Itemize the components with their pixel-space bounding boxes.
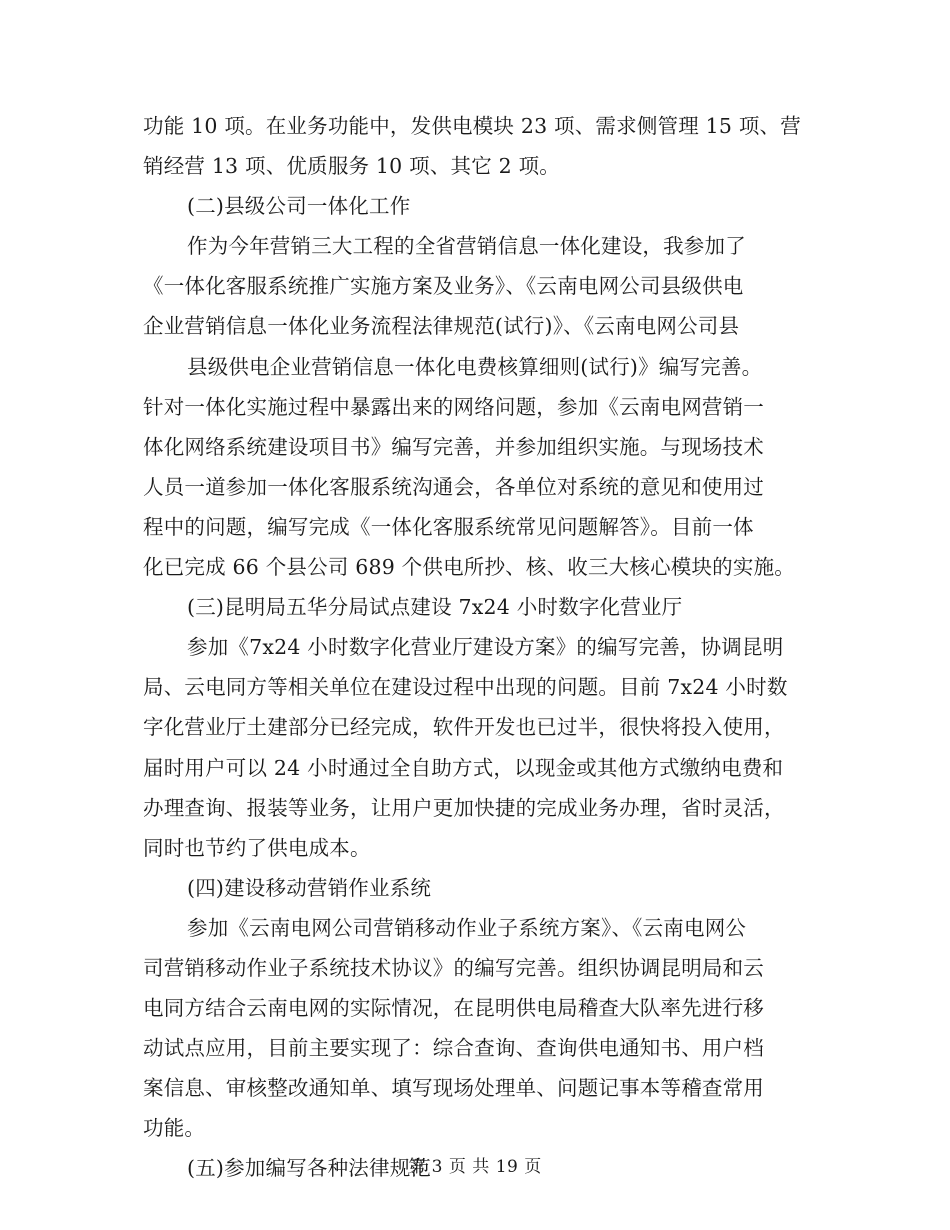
text-line: 办理查询、报装等业务，让用户更加快捷的完成业务办理，省时灵活， bbox=[143, 795, 785, 820]
text-line: 动试点应用，目前主要实现了：综合查询、查询供电通知书、用户档 bbox=[143, 1036, 764, 1061]
text-line: 企业营销信息一体化业务流程法律规范(试行)》、《云南电网公司县 bbox=[143, 314, 740, 339]
text-line: 司营销移动作业子系统技术协议》的编写完善。组织协调昆明局和云 bbox=[143, 955, 764, 980]
text-line: 针对一体化实施过程中暴露出来的网络问题，参加《云南电网营销一 bbox=[143, 394, 764, 419]
text-line: 程中的问题，编写完成《一体化客服系统常见问题解答》。目前一体 bbox=[143, 514, 754, 539]
text-line: 局、云电同方等相关单位在建设过程中出现的问题。目前 7x24 小时数 bbox=[143, 675, 788, 700]
text-line: 功能 10 项。在业务功能中，发供电模块 23 项、需求侧管理 15 项、营 bbox=[143, 114, 801, 138]
body-text bbox=[143, 106, 811, 1189]
text-line: 功能。 bbox=[143, 1116, 206, 1141]
section-heading: (四)建设移动营销作业系统 bbox=[187, 875, 432, 900]
text-line: 同时也节约了供电成本。 bbox=[143, 835, 371, 860]
text-line: 《一体化客服系统推广实施方案及业务》、《云南电网公司县级供电 bbox=[143, 274, 744, 299]
section-heading: (二)县级公司一体化工作 bbox=[187, 194, 411, 219]
text-line: 字化营业厅土建部分已经完成，软件开发也已过半，很快将投入使用， bbox=[143, 715, 785, 740]
section-heading: (五)参加编写各种法律规范 bbox=[187, 1156, 432, 1181]
text-line: 销经营 13 项、优质服务 10 项、其它 2 项。 bbox=[143, 154, 561, 179]
text-line: 化已完成 66 个县公司 689 个供电所抄、核、收三大核心模块的实施。 bbox=[143, 555, 795, 580]
text-line: 电同方结合云南电网的实际情况，在昆明供电局稽查大队率先进行移 bbox=[143, 996, 764, 1021]
text-line: 作为今年营销三大工程的全省营销信息一体化建设，我参加了 bbox=[187, 234, 746, 259]
text-line: 人员一道参加一体化客服系统沟通会，各单位对系统的意见和使用过 bbox=[143, 474, 764, 499]
text-line: 参加《云南电网公司营销移动作业子系统方案》、《云南电网公 bbox=[187, 915, 747, 940]
text-line: 届时用户可以 24 小时通过全自助方式，以现金或其他方式缴纳电费和 bbox=[143, 755, 784, 780]
page-footer: 第 3 页 共 19 页 bbox=[408, 1157, 542, 1177]
section-heading: (三)昆明局五华分局试点建设 7x24 小时数字化营业厅 bbox=[187, 595, 683, 620]
text-line: 参加《7x24 小时数字化营业厅建设方案》的编写完善，协调昆明 bbox=[187, 635, 784, 660]
text-line: 体化网络系统建设项目书》编写完善，并参加组织实施。与现场技术 bbox=[143, 434, 764, 459]
text-line: 县级供电企业营销信息一体化电费核算细则(试行)》编写完善。 bbox=[187, 354, 763, 379]
text-line: 案信息、审核整改通知单、填写现场处理单、问题记事本等稽查常用 bbox=[143, 1076, 764, 1101]
